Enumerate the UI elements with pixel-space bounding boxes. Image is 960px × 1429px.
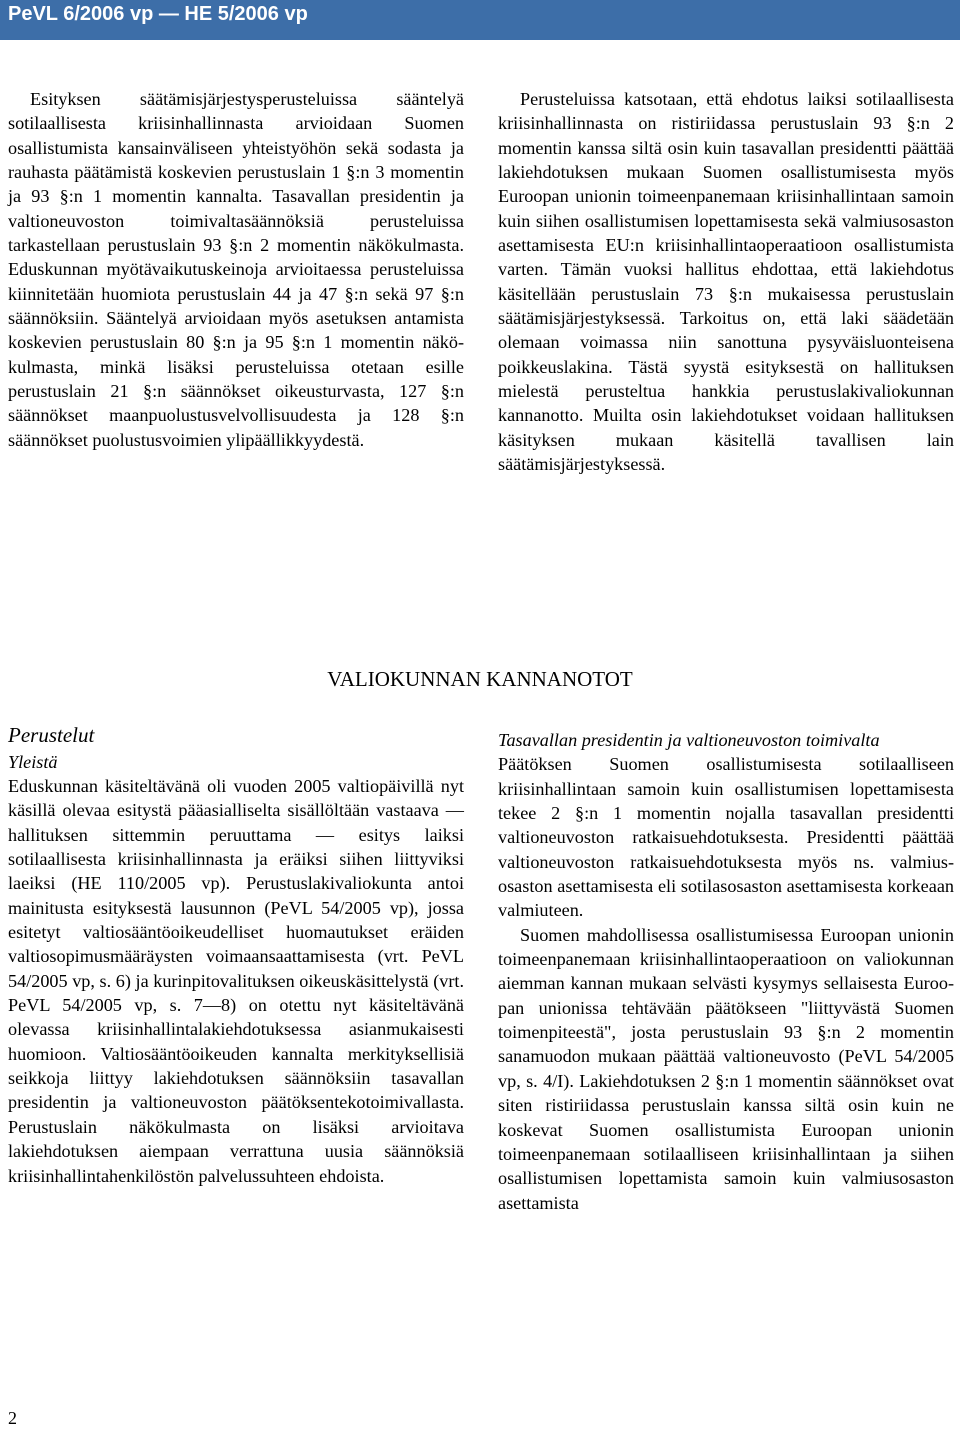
section-heading: VALIOKUNNAN KANNANOTOT — [327, 667, 633, 691]
page-number: 2 — [8, 1408, 17, 1428]
paragraph: Suomen mahdollisessa osallistumisessa Euroopan unionin toimeenpanemaan kriisinhallintaoperaatioon on valiokunnan aiemman kannan mukaan selvästi kysymys sellaisesta Euroopan unionissa tehtävään päätökseen "liittyvästä Suomen toimenpiteestä", josta perustuslain 93 §:n 2 momentin sanamuodon mukaan päättää valtioneuvosto (PeVL 54/2005 vp, s. 4/I). Lakiehdotuksen 2 §:n 1 momentin säännökset ovat siten ristiriidassa perustuslain kanssa siltä osin kuin ne koskevat Suomen osallistumista Euroopan unionin toimeenpanemaan sotilaalliseen kriisinhallintaan ja siihen osallistumisen lopettamista samoin kuin valmiusosaston asettamista — [498, 924, 954, 1213]
paragraph: Perusteluissa katsotaan, että ehdotus laiksi sotilaallisesta kriisinhallinnasta on ristiriidassa perustuslain 93 §:n 2 momentin kanssa siltä osin kuin tasavallan presidentti päättää lakiehdotuksen mukaan Suomen osallistumisesta myös Euroopan unionin toimeenpanemaan kriisinhallintaan samoin kuin siihen osallistumisen lopettamisesta sekä valmiusosaston asettamisesta EU:n kriisinhallintaoperaatioon osallistumista varten. Tämän vuoksi hallitus ehdottaa, että lakiehdotus käsitellään perustuslain 73 §:n mukaisessa perustuslain säätämisjärjestyksessä. Tarkoitus on, että laki säädetään olemaan voimassa niin sanottuna pysyväisluonteisena poikkeuslakina. Tästä syystä esityksestä on hallituksen mielestä perusteltua hankkia perustuslakivaliokunnan kannanotto. Muilta osin lakiehdotukset voidaan hallituksen käsityksen mukaan käsitellä tavallisen lain säätämisjärjestyksessä. — [498, 89, 954, 475]
paragraph: Esityksen säätämisjärjestysperusteluissa sääntelyä sotilaallisesta kriisinhallinnasta arvioidaan Suomen osallistumista kansainväliseen yhteistyöhön sekä sodasta ja rauhasta päätämistä koskevien perustuslain 1 §:n 3 momentin ja 93 §:n 1 momentin kannalta. Tasavallan presidentin ja valtioneuvoston toimivaltasäännöksiä perusteluissa tarkastellaan perustuslain 93 §:n 2 momentin näkökulmasta. Eduskunnan myötävaikutuskeinoja arvioitaessa perusteluissa kiinnitetään huomiota perustuslain 44 ja 47 §:n sekä 97 §:n säännöksiin. Sääntelyä arvioidaan myös asetuksen antamista koskevien perustuslain 80 §:n ja 95 §:n 1 momentin näkökulmasta, minkä lisäksi perusteluissa otetaan esille perustuslain 21 §:n säännökset oikeusturvasta, 127 §:n säännökset maanpuolustusvelvollisuudesta ja 128 §:n säännökset puolustusvoimien ylipäällikkyydestä. — [8, 89, 464, 450]
bottom-right-column — [498, 728, 954, 1215]
heading-perustelut: Perustelut — [8, 723, 95, 747]
top-right-column — [498, 87, 954, 477]
top-left-column — [8, 87, 464, 452]
document-title: PeVL 6/2006 vp — HE 5/2006 vp — [8, 3, 308, 25]
document-header — [0, 0, 960, 40]
subheading-tasavallan-presidentti: Tasavallan presidentin ja valtioneuvoston toimivalta — [498, 730, 880, 750]
paragraph: Eduskunnan käsiteltävänä oli vuoden 2005 valtiopäivillä nyt käsillä olevaa esitystä pääasialliselta sisällöltään vastaava — hallituksen sittemmin peruuttama — esitys laiksi sotilaallisesta kriisinhallinnasta ja eräiksi siihen liittyviksi laeiksi (HE 110/2005 vp). Perustuslakivaliokunta antoi mainitusta esityksestä lausunnon (PeVL 54/2005 vp), jossa esitetyt valtiosääntöoikeudelliset huomautukset eräiden valtiosopimusmääräysten voimaansaattamisesta (vrt. PeVL 54/2005 vp, s. 6) ja kurinpitovalituksen oikeuskäsittelystä (vrt. PeVL 54/2005 vp, s. 7—8) on otettu nyt käsiteltävänä olevassa kriisinhallintalakiehdotuksessa asianmukaisesti huomioon. Valtiosääntöoikeuden kannalta merkityksellisiä seikkoja liittyy lakiehdotuksen säännöksiin tasavallan presidentin ja valtioneuvoston päätöksentekotoimivallasta. Perustuslain näkökulmasta on lisäksi arvioitava lakiehdotuksen aiempaan verrattuna uusia säännöksiä kriisinhallintahenkilöstön palvelussuhteen ehdoista. — [8, 776, 464, 1186]
paragraph: Päätöksen Suomen osallistumisesta sotilaalliseen kriisinhallintaan samoin kuin osallistumisen lopettamisesta tekee 2 §:n 1 momentin nojalla tasavallan presidentti valtioneuvoston ratkaisuehdotuksesta. Presidentti päättää valtioneuvoston ratkaisuehdotuksesta myös ns. valmiusosaston asettamisesta eli sotilasosaston asettamisesta korkeaan valmiuteen. — [498, 754, 954, 921]
subheading-yleista: Yleistä — [8, 752, 58, 772]
bottom-left-column — [8, 720, 464, 1188]
